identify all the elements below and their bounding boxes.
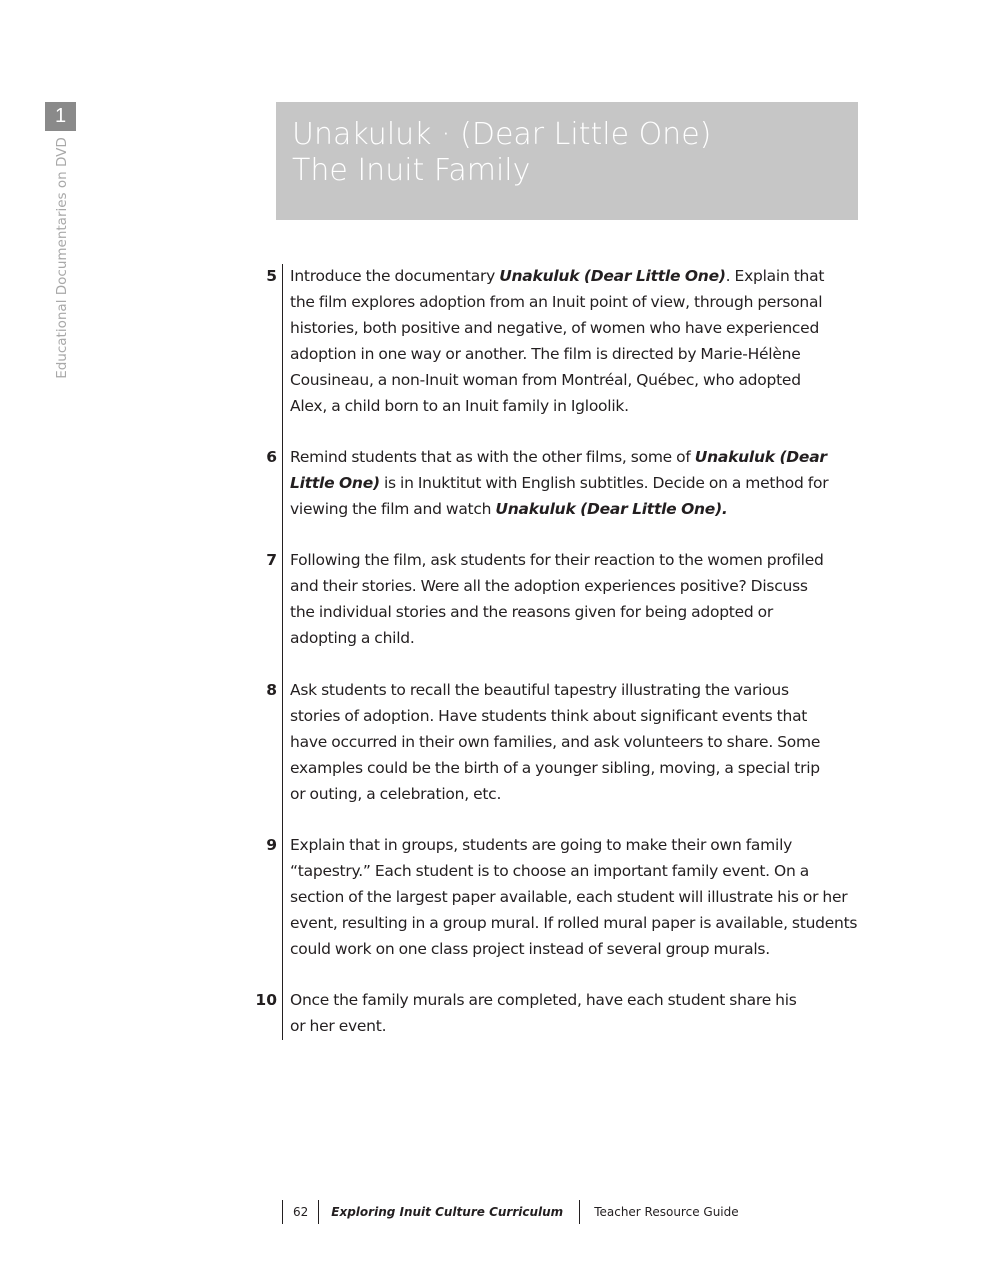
title-line-1: Unakuluk · (Dear Little One) <box>292 117 712 152</box>
step-line: Remind students that as with the other films, some of Unakuluk (Dear <box>290 448 827 466</box>
step-line: stories of adoption. Have students think about significant events that <box>290 706 808 725</box>
step-line: Following the film, ask students for their reaction to the women profiled <box>290 551 824 569</box>
step-text <box>290 264 850 419</box>
step-line: section of the largest paper available, each student will illustrate his or her <box>290 887 848 906</box>
step-line: Once the family murals are completed, have each student share his <box>290 991 797 1009</box>
step-line: examples could be the birth of a younger sibling, moving, a special trip <box>290 758 820 777</box>
step-text <box>290 678 850 808</box>
title-line-2: The Inuit Family <box>292 153 531 188</box>
step-line: or her event. <box>290 1016 387 1035</box>
step-line: Cousineau, a non-Inuit woman from Montréal, Québec, who adopted <box>290 370 801 389</box>
step-line: the film explores adoption from an Inuit point of view, through personal <box>290 292 823 311</box>
step-line: could work on one class project instead of several group murals. <box>290 939 770 958</box>
step-number: 5 <box>266 267 277 285</box>
page-number: 62 <box>293 1205 309 1219</box>
step-line: Ask students to recall the beautiful tapestry illustrating the various <box>290 681 789 699</box>
step-line: event, resulting in a group mural. If rolled mural paper is available, students <box>290 913 858 932</box>
step-number: 9 <box>266 836 277 854</box>
side-section-label: Educational Documentaries on DVD <box>54 137 70 379</box>
chapter-number-tab: 1 <box>45 102 76 131</box>
page-footer <box>282 1200 739 1224</box>
step-text <box>290 548 850 652</box>
step-line: Explain that in groups, students are going to make their own family <box>290 836 793 854</box>
step-line: Alex, a child born to an Inuit family in Igloolik. <box>290 396 629 415</box>
step-line: or outing, a celebration, etc. <box>290 784 502 803</box>
guide-title: Teacher Resource Guide <box>594 1205 739 1219</box>
step-text <box>290 833 858 963</box>
step-line: Introduce the documentary Unakuluk (Dear Little One). Explain that <box>290 267 825 285</box>
step-line: “tapestry.” Each student is to choose an important family event. On a <box>290 861 809 880</box>
step-line: Little One) is in Inuktitut with English subtitles. Decide on a method for <box>290 473 829 492</box>
step-text <box>290 988 850 1040</box>
curriculum-title: Exploring Inuit Culture Curriculum <box>331 1205 564 1219</box>
step-number: 8 <box>266 681 277 699</box>
step-line: adoption in one way or another. The film is directed by Marie-Hélène <box>290 344 801 363</box>
step-line: adopting a child. <box>290 628 415 647</box>
step-number: 6 <box>266 448 277 466</box>
section-title-banner <box>276 102 858 220</box>
step-text <box>290 445 850 523</box>
step-line: viewing the film and watch Unakuluk (Dear Little One). <box>290 499 728 518</box>
step-number: 10 <box>255 991 277 1009</box>
step-line: the individual stories and the reasons given for being adopted or <box>290 602 774 621</box>
steps-vertical-rule <box>282 264 283 1040</box>
step-number: 7 <box>266 551 277 569</box>
step-line: have occurred in their own families, and ask volunteers to share. Some <box>290 732 821 751</box>
step-line: histories, both positive and negative, of women who have experienced <box>290 318 820 337</box>
step-line: and their stories. Were all the adoption experiences positive? Discuss <box>290 576 808 595</box>
